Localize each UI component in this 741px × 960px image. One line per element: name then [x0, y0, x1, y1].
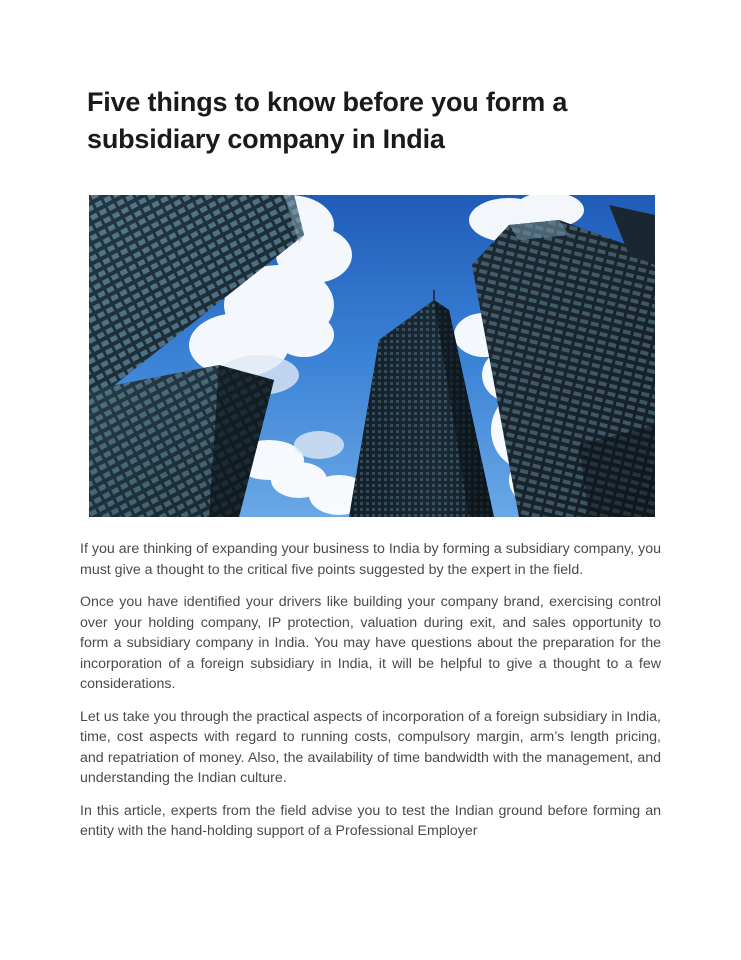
paragraph: If you are thinking of expanding your business to India by forming a subsidiary company, you must give a thought to the critical five points suggested by the expert in the field. [80, 541, 661, 578]
article-title: Five things to know before you form a subsidiary company in India [87, 87, 568, 154]
skyscrapers-photo [89, 195, 655, 517]
paragraph: Let us take you through the practical aspects of incorporation of a foreign subsidiary in India, time, cost aspects with regard to running costs, compulsory margin, arm’s length pricing, and repatriation of money. Also, the availability of time bandwidth with the management, and understanding the Indian culture. [80, 708, 661, 786]
article-body [80, 539, 661, 854]
skyscrapers-illustration [89, 195, 655, 517]
paragraph: In this article, experts from the field advise you to test the Indian ground before forming an entity with the hand-holding support of a Professional Employer [80, 802, 661, 839]
paragraph: Once you have identified your drivers like building your company brand, exercising control over your holding company, IP protection, valuation during exit, and sales opportunity to form a subsidiary company in India. You may have questions about the preparation for the incorporation of a foreign subsidiary in India, it will be helpful to give a thought to a few considerations. [80, 594, 661, 692]
